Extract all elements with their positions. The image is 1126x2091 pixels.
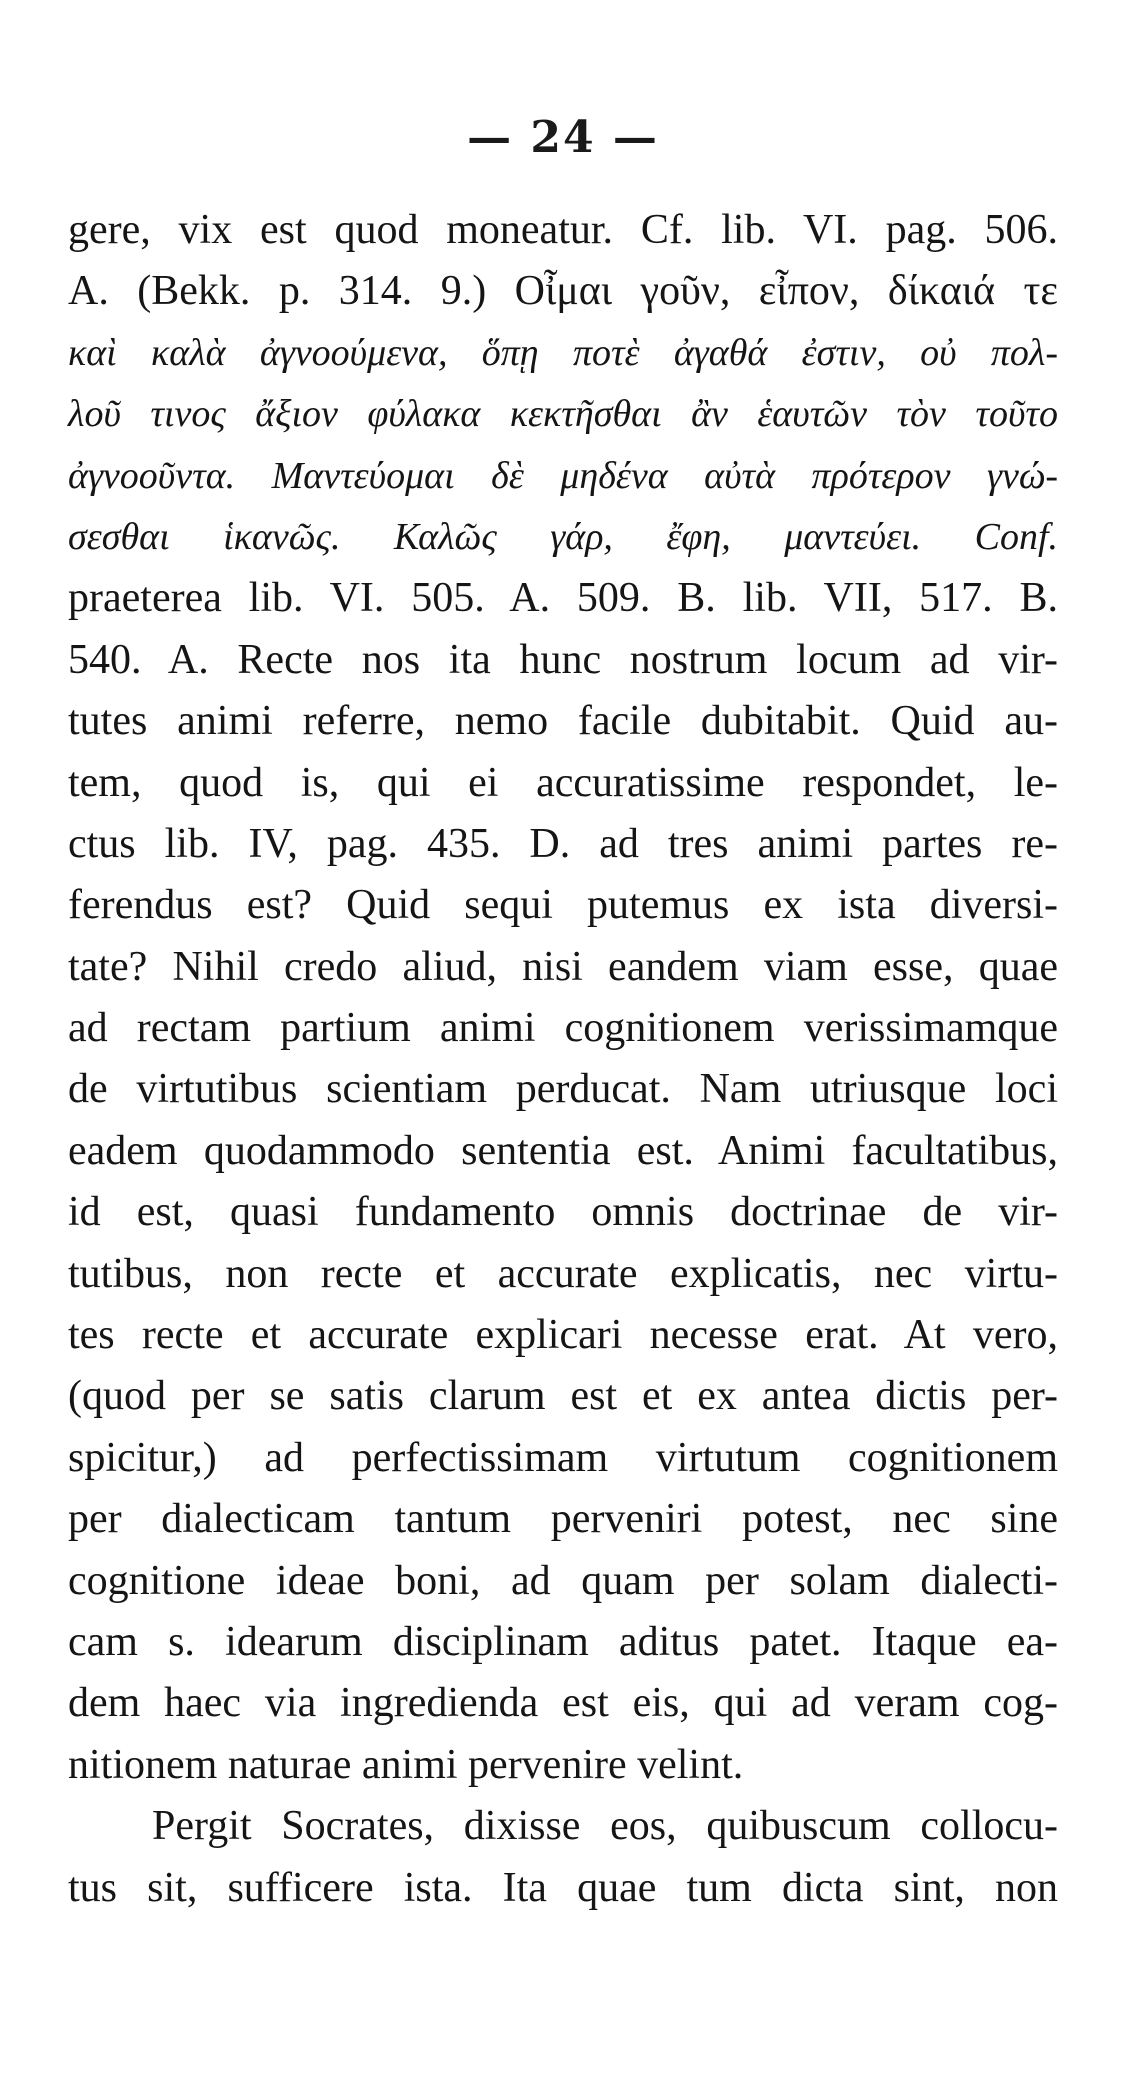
text-line: ctus lib. IV, pag. 435. D. ad tres animi partes re-	[68, 820, 1058, 867]
text-line: tate? Nihil credo aliud, nisi eandem viam esse, quae	[68, 943, 1058, 990]
text-line: cam s. idearum disciplinam aditus patet. Itaque ea-	[68, 1618, 1058, 1665]
text-line: de virtutibus scientiam perducat. Nam utriusque loci	[68, 1066, 1058, 1113]
text-line: tus sit, sufficere ista. Ita quae tum dicta sint, non	[68, 1864, 1058, 1911]
text-line: ferendus est? Quid sequi putemus ex ista diversi-	[68, 882, 1058, 929]
text-line: praeterea lib. VI. 505. A. 509. B. lib. VII, 517. B.	[68, 575, 1058, 622]
text-line: eadem quodammodo sententia est. Animi facultatibus,	[68, 1127, 1058, 1174]
text-line: ad rectam partium animi cognitionem verissimamque	[68, 1005, 1058, 1052]
text-line: id est, quasi fundamento omnis doctrinae de vir-	[68, 1189, 1058, 1236]
text-line: tutibus, non recte et accurate explicatis, nec virtu-	[68, 1250, 1058, 1297]
text-line: λοῦ τινος ἄξιον φύλακα κεκτῆσθαι ἂν ἑαυτῶν τὸν τοῦτο	[68, 393, 1058, 436]
text-line: καὶ καλὰ ἀγνοούμενα, ὅπῃ ποτὲ ἀγαθά ἐστιν, οὐ πολ-	[68, 331, 1058, 374]
text-line: tutes animi referre, nemo facile dubitabit. Quid au-	[68, 698, 1058, 745]
text-line: dem haec via ingredienda est eis, qui ad veram cog-	[68, 1680, 1058, 1727]
text-line: nitionem naturae animi pervenire velint.	[68, 1741, 744, 1788]
text-line: A. (Bekk. p. 314. 9.) Οἶμαι γοῦν, εἶπον, δίκαιά τε	[68, 268, 1058, 315]
page-number: — 24 —	[467, 112, 659, 163]
text-line: tem, quod is, qui ei accuratissime respondet, le-	[68, 759, 1058, 806]
text-line: (quod per se satis clarum est et ex antea dictis per-	[68, 1373, 1058, 1420]
body-text	[68, 200, 1058, 1919]
text-line: σεσθαι ἱκανῶς. Καλῶς γάρ, ἔφη, μαντεύει. Conf.	[68, 515, 1058, 558]
text-line: cognitione ideae boni, ad quam per solam dialecti-	[68, 1557, 1058, 1604]
text-line: Pergit Socrates, dixisse eos, quibuscum collocu-	[152, 1803, 1058, 1850]
text-line: gere, vix est quod moneatur. Cf. lib. VI. pag. 506.	[68, 207, 1058, 253]
text-line: ἀγνοοῦντα. Μαντεύομαι δὲ μηδένα αὐτὰ πρότερον γνώ-	[68, 454, 1058, 497]
text-line: tes recte et accurate explicari necesse erat. At vero,	[68, 1312, 1058, 1359]
text-line: per dialecticam tantum perveniri potest, nec sine	[68, 1496, 1058, 1543]
text-line: 540. A. Recte nos ita hunc nostrum locum ad vir-	[68, 636, 1058, 683]
text-line: spicitur,) ad perfectissimam virtutum cognitionem	[68, 1434, 1058, 1481]
